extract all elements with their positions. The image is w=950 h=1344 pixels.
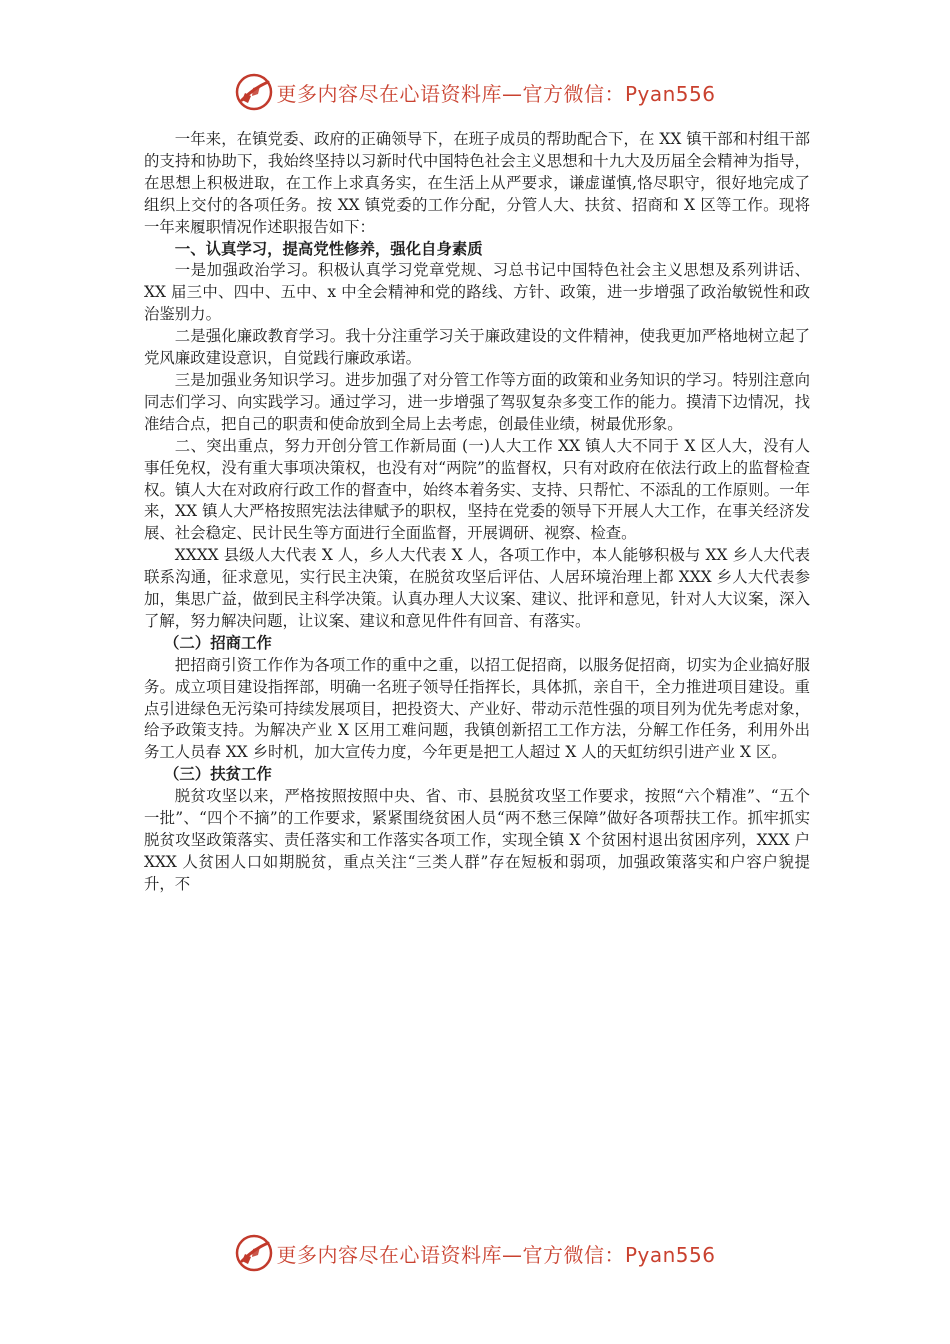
body-paragraph: XXXX 县级人大代表 X 人，乡人大代表 X 人，各项工作中，本人能够积极与 XX 乡人大代表联系沟通，征求意见，实行民主决策，在脱贫攻坚后评估、人居环境治理上都 XXX 乡人大代表参加，集思广益，做到民主科学决策。认真办理人大议案、建议、批评和意见，针对人大议案，深入了解，努力解决问题，让议案、建议和意见件件有回音、有落实。 — [144, 546, 810, 630]
book-logo-icon — [234, 72, 274, 112]
body-paragraph: 二是强化廉政教育学习。我十分注重学习关于廉政建设的文件精神，使我更加严格地树立起了党风廉政建设意识，自觉践行廉政承诺。 — [144, 327, 810, 368]
watermark-banner-bottom — [0, 1231, 950, 1275]
section-heading: 一、认真学习，提高党性修养，强化自身素质 — [174, 239, 483, 258]
body-paragraph: 一是加强政治学习。积极认真学习党章党规、习总书记中国特色社会主义思想及系列讲话、XX 届三中、四中、五中、x 中全会精神和党的路线、方针、政策，进一步增强了政治敏锐性和政治鉴别力。 — [144, 261, 810, 324]
body-paragraph: 一年来，在镇党委、政府的正确领导下，在班子成员的帮助配合下，在 XX 镇干部和村组干部的支持和协助下，我始终坚持以习新时代中国特色社会主义思想和十九大及历届全会精神为指导，在思想上积极进取，在工作上求真务实，在生活上从严要求，谦虚谨慎,恪尽职守，很好地完成了组织上交付的各项任务。按 XX 镇党委的工作分配，分管人大、扶贫、招商和 X 区等工作。现将一年来履职情况作述职报告如下： — [144, 130, 810, 236]
body-paragraph: 把招商引资工作作为各项工作的重中之重，以招工促招商，以服务促招商，切实为企业搞好服务。成立项目建设指挥部，明确一名班子领导任指挥长，具体抓，亲自干，全力推进项目建设。重点引进绿色无污染可持续发展项目，把投资大、产业好、带动示范性强的项目列为优先考虑对象，给予政策支持。为解决产业 X 区用工难问题，我镇创新招工工作方法，分解工作任务，利用外出务工人员春 XX 乡时机，加大宣传力度，今年更是把工人超过 X 人的天虹纺织引进产业 X 区。 — [144, 655, 810, 762]
book-logo-icon — [234, 1233, 274, 1273]
body-paragraph: 脱贫攻坚以来，严格按照按照中央、省、市、县脱贫攻坚工作要求，按照“六个精准”、“五个一批”、“四个不摘”的工作要求，紧紧围绕贫困人员“两不愁三保障”做好各项帮扶工作。抓牢抓实脱贫攻坚政策落实、责任落实和工作落实各项工作，实现全镇 X 个贫困村退出贫困序列，XXX 户 XXX 人贫困人口如期脱贫，重点关注“三类人群”存在短板和弱项，加强政策落实和户容户貌提升，不 — [144, 787, 810, 893]
watermark-text: 更多内容尽在心语资料库—官方微信：Pyan556 — [276, 81, 716, 106]
body-paragraph: 三是加强业务知识学习。进步加强了对分管工作等方面的政策和业务知识的学习。特别注意向同志们学习、向实践学习。通过学习，进一步增强了驾驭复杂多变工作的能力。摸清下边情况，找准结合点，把自己的职责和使命放到全局上去考虑，创最佳业绩，树最优形象。 — [144, 370, 810, 433]
watermark-banner-top — [0, 70, 950, 114]
watermark-text: 更多内容尽在心语资料库—官方微信：Pyan556 — [276, 1242, 716, 1267]
subsection-heading: （三）扶贫工作 — [164, 765, 272, 784]
subsection-heading: （二）招商工作 — [164, 633, 272, 652]
document-body — [144, 129, 810, 896]
body-paragraph: 二、突出重点，努力开创分管工作新局面 (一)人大工作 XX 镇人大不同于 X 区人大，没有人事任免权，没有重大事项决策权，也没有对“两院”的监督权，只有对政府在依法行政上的监督检查权。镇人大在对政府行政工作的督查中，始终本着务实、支持、只帮忙、不添乱的工作原则。一年来，XX 镇人大严格按照宪法法律赋予的职权，坚持在党委的领导下开展人大工作，在事关经济发展、社会稳定、民计民生等方面进行全面监督，开展调研、视察、检查。 — [144, 436, 810, 543]
